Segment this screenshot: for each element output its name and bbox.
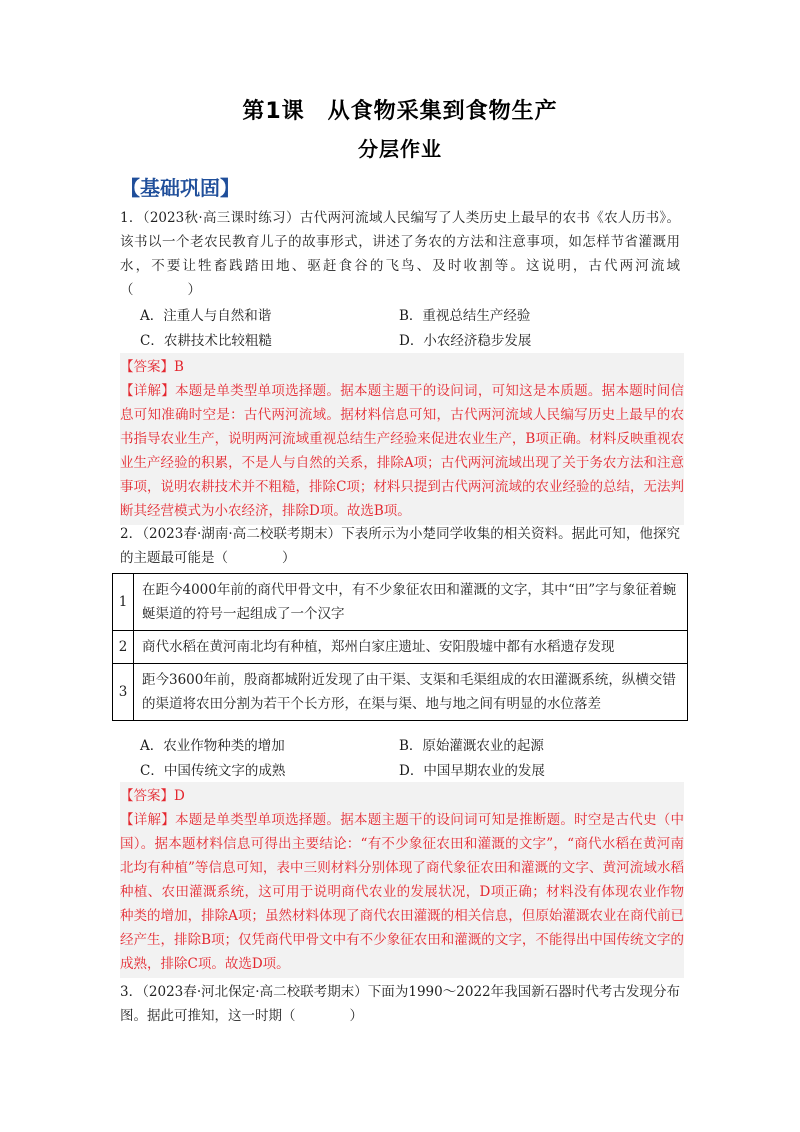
question-2-text: 2．（2023春·湖南·高二校联考期末）下表所示为小楚同学收集的相关资料。据此可知，他探究的主题最可能是（ ） [120, 526, 680, 566]
table-row [113, 574, 688, 631]
table-row [113, 664, 688, 721]
question-2-answer-box [120, 782, 684, 978]
q1-option-c[interactable]: C．农耕技术比较粗糙 [140, 333, 272, 349]
q1-option-a[interactable]: A．注重人与自然和谐 [140, 308, 272, 324]
q2-option-a[interactable]: A．农业作物种类的增加 [140, 738, 285, 754]
question-1-answer-box [120, 353, 684, 525]
table-row [113, 631, 688, 664]
row-text: 在距今4000年前的商代甲骨文中，有不少象征农田和灌溉的文字，其中“田”字与象征着蜿蜒渠道的符号一起组成了一个汉字 [134, 574, 688, 631]
q2-option-c[interactable]: C．中国传统文字的成熟 [140, 763, 286, 779]
question-1-text: 1．（2023秋·高三课时练习）古代两河流域人民编写了人类历史上最早的农书《农人历书》。该书以一个老农民教育儿子的故事形式，讲述了务农的方法和注意事项，如怎样节省灌溉用水，不要让牲畜践踏田地、驱赶食谷的飞鸟、及时收割等。这说明，古代两河流域（ ） [120, 210, 680, 298]
row-number: 3 [113, 664, 134, 721]
question-1-options [140, 304, 680, 356]
q2-option-d[interactable]: D．中国早期农业的发展 [399, 763, 545, 779]
row-number: 1 [113, 574, 134, 631]
question-2-options [140, 734, 680, 786]
q2-option-b[interactable]: B．原始灌溉农业的起源 [399, 738, 544, 754]
row-number: 2 [113, 631, 134, 664]
lesson-subtitle: 分层作业 [358, 137, 442, 161]
q1-answer: 【答案】B [120, 359, 184, 375]
lesson-title: 第1课 从食物采集到食物生产 [242, 99, 558, 124]
material-table [112, 573, 688, 721]
section-heading: 【基础巩固】 [120, 176, 240, 200]
q2-detail: 【详解】本题是单类型单项选择题。据本题主题干的设问词可知是推断题。时空是古代史（中国）。据本题材料信息可得出主要结论：“有不少象征农田和灌溉的文字”，“商代水稻在黄河南北均有种植”等信息可知，表中三则材料分别体现了商代象征农田和灌溉的文字、黄河流域水稻种植、农田灌溉系统，这可用于说明商代农业的发展状况，D项正确；材料没有体现农业作物种类的增加，排除A项；虽然材料体现了商代农田灌溉的相关信息，但原始灌溉农业在商代前已经产生，排除B项；仅凭商代甲骨文中有不少象征农田和灌溉的文字，不能得出中国传统文字的成熟，排除C项。故选D项。 [120, 812, 684, 972]
row-text: 商代水稻在黄河南北均有种植，郑州白家庄遗址、安阳殷墟中都有水稻遗存发现 [134, 631, 688, 664]
q1-option-b[interactable]: B．重视总结生产经验 [399, 308, 531, 324]
q2-answer: 【答案】D [120, 788, 185, 804]
row-text: 距今3600年前，殷商都城附近发现了由干渠、支渠和毛渠组成的农田灌溉系统，纵横交错的渠道将农田分割为若干个长方形，在渠与渠、地与地之间有明显的水位落差 [134, 664, 688, 721]
q1-option-d[interactable]: D．小农经济稳步发展 [399, 333, 532, 349]
q1-detail: 【详解】本题是单类型单项选择题。据本题主题干的设问词，可知这是本质题。据本题时间信息可知准确时空是：古代两河流域。据材料信息可知，古代两河流域人民编写历史上最早的农书指导农业生产，说明两河流域重视总结生产经验来促进农业生产，B项正确。材料反映重视农业生产经验的积累，不是人与自然的关系，排除A项；古代两河流域出现了关于务农方法和注意事项，说明农耕技术并不粗糙，排除C项；材料只提到古代两河流域的农业经验的总结，无法判断其经营模式为小农经济，排除D项。故选B项。 [120, 383, 684, 519]
question-3-text: 3．（2023春·河北保定·高二校联考期末）下面为1990～2022年我国新石器时代考古发现分布图。据此可推知，这一时期（ ） [120, 984, 680, 1024]
